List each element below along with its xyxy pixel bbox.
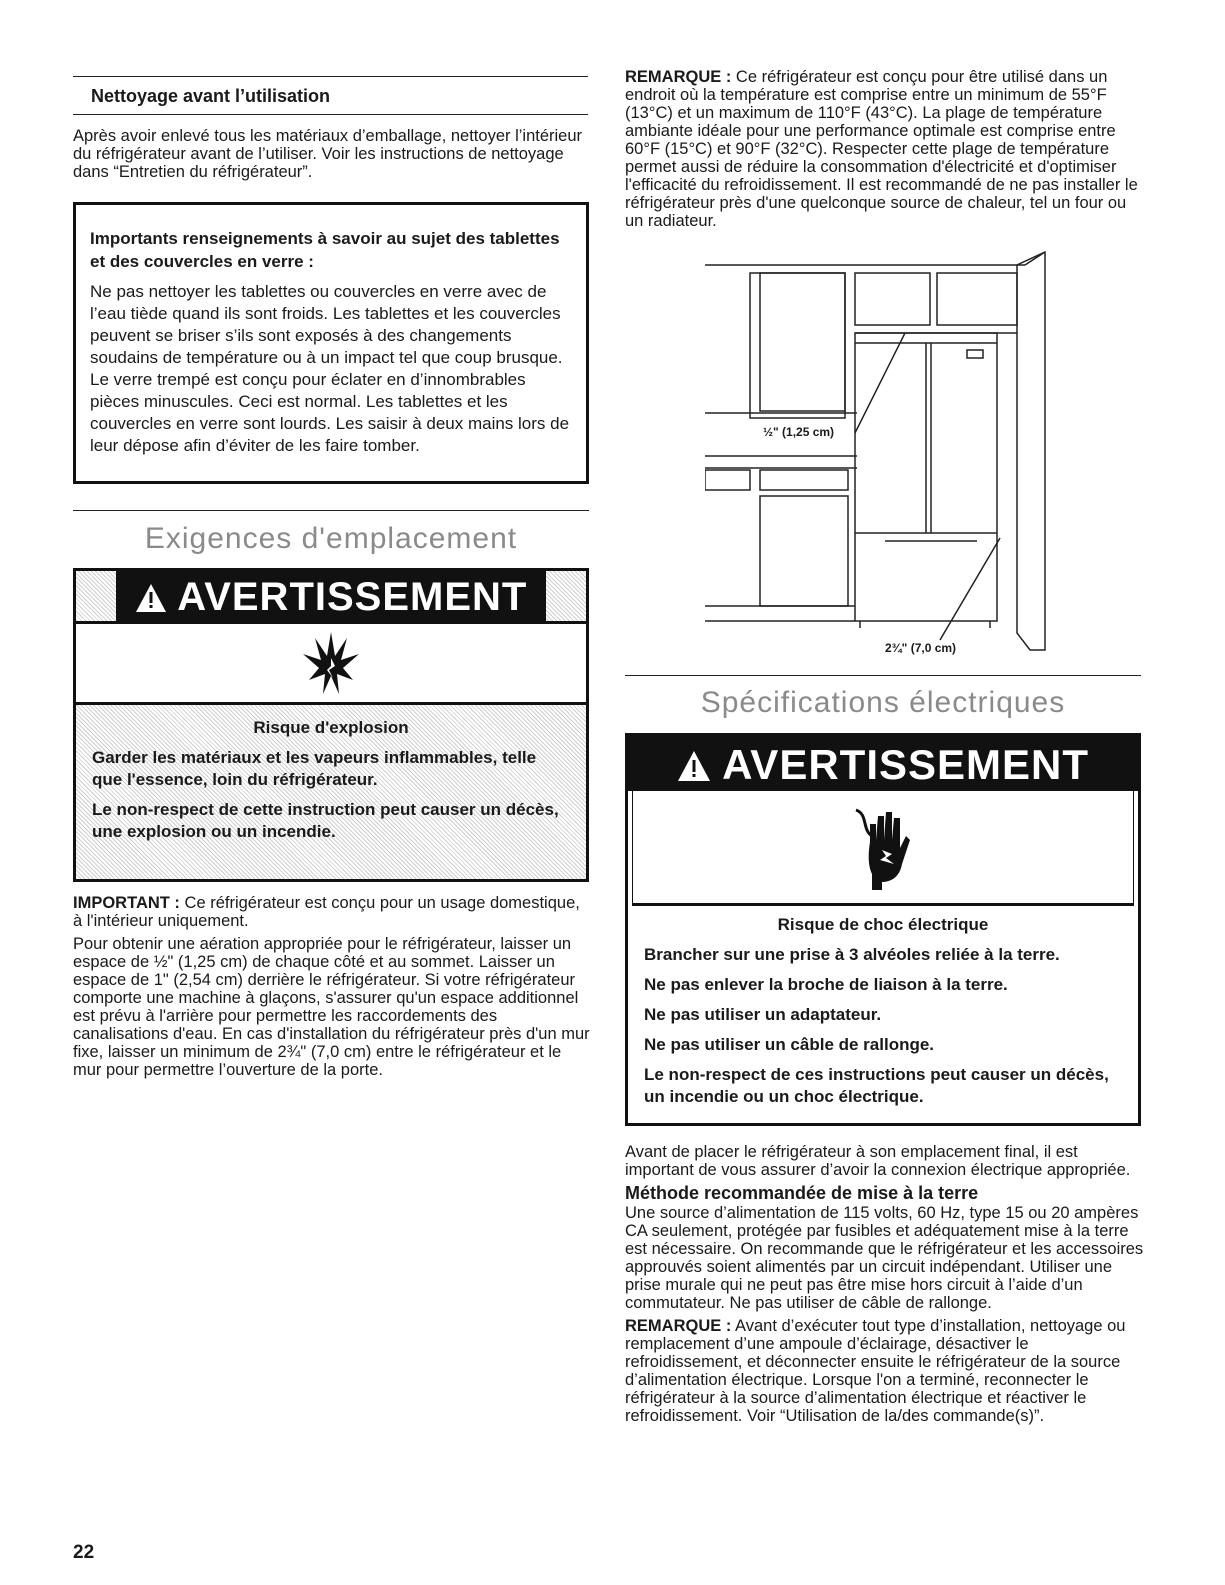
warning-header xyxy=(628,736,1138,791)
important-text: Ce réfrigérateur est conçu pour un usage domestique, à l'intérieur uniquement. xyxy=(73,894,580,930)
warning-hazard: Risque d'explosion xyxy=(253,718,409,737)
cleaning-text: Après avoir enlevé tous les matériaux d’emballage, nettoyer l’intérieur du réfrigérateur avant de l’utiliser. Voir les instructions de nettoyage dans “Entretien du réfrigérateur”. xyxy=(73,127,583,181)
note2-label: REMARQUE : xyxy=(625,1317,732,1335)
rule xyxy=(73,510,589,511)
note-label: REMARQUE : xyxy=(625,68,732,86)
diagram-label-top: ½" (1,25 cm) xyxy=(763,425,835,439)
warning-line: Garder les matériaux et les vapeurs inflammables, telle que l'essence, loin du réfrigérateur. xyxy=(92,748,537,789)
glass-info-text: Ne pas nettoyer les tablettes ou couvercles en verre avec de l’eau tiède quand ils sont froids. Les tablettes et les couvercles peuvent se briser s’ils sont exposés à des changements soudains de température ou à un impact tel que coup brusque. Le verre trempé est conçu pour éclater en d’innombrables pièces minuscules. Ceci est normal. Les tablettes et les couvercles en verre sont lourds. Les saisir à deux mains lors de leur dépose afin d’éviter de les faire tomber. xyxy=(90,282,570,455)
rule xyxy=(73,76,588,77)
warning-header-text: AVERTISSEMENT xyxy=(722,741,1090,788)
spacing-text: Pour obtenir une aération appropriée pour le réfrigérateur, laisser un espace de ½" (1,25 cm) de chaque côté et au sommet. Laisser un espace de 1" (2,54 cm) derrière le réfrigérateur. Si votre réfrigérateur comporte une machine à glaçons, s'assurer qu'un espace additionnel est prévu à l'arrière pour permettre les raccordements des canalisations d'eau. En cas d'installation du réfrigérateur près d'un mur fixe, laisser un minimum de 2¾" (7,0 cm) entre le réfrigérateur et le mur pour permettre l’ouverture de la porte. xyxy=(73,935,590,1079)
explosion-icon xyxy=(76,621,586,705)
rule xyxy=(73,114,588,115)
warning-box-explosion xyxy=(73,568,589,882)
before-text: Avant de placer le réfrigérateur à son emplacement final, il est important de vous assurer d’avoir la connexion électrique appropriée. xyxy=(625,1143,1131,1179)
warning-box-electric xyxy=(625,733,1141,1126)
warning-header-text: AVERTISSEMENT xyxy=(177,575,528,619)
warning-line: Le non-respect de ces instructions peut causer un décès, un incendie ou un choc électrique. xyxy=(644,1065,1109,1106)
note-text: Ce réfrigérateur est conçu pour être utilisé dans un endroit où la température est comprise entre un minimum de 55°F (13°C) et un maximum de 110°F (43°C). La plage de température ambiante idéale pour une performance optimale est comprise entre 60°F (15°C) et 90°F (32°C). Respecter cette plage de température permet aussi de réduire la consommation d'électricité et d'optimiser l'efficacité du refroidissement. Il est recommandé de ne pas installer le réfrigérateur près d'une quelconque source de chaleur, tel un four ou un radiateur. xyxy=(625,68,1138,230)
important-label: IMPORTANT : xyxy=(73,894,180,912)
section-title-electrical: Spécifications électriques xyxy=(700,686,1066,719)
cleaning-heading: Nettoyage avant l’utilisation xyxy=(91,86,331,106)
diagram-label-bottom: 2¾" (7,0 cm) xyxy=(885,641,957,655)
ground-text: Une source d’alimentation de 115 volts, 60 Hz, type 15 ou 20 ampères CA seulement, protégée par fusibles et adéquatement mise à la terre est nécessaire. On recommande que le réfrigérateur et les accessoires approuvés soient alimentés par un circuit indépendant. Utiliser une prise murale qui ne peut pas être mise hors circuit à l’aide d’un commutateur. Ne pas utiliser de câble de rallonge. xyxy=(625,1204,1144,1312)
warning-hazard: Risque de choc électrique xyxy=(777,915,989,934)
warning-line: Ne pas enlever la broche de liaison à la terre. xyxy=(644,975,1008,994)
note2-text: Avant d’exécuter tout type d’installation, nettoyage ou remplacement d’une ampoule d’éclairage, désactiver le refroidissement, et déconnecter ensuite le réfrigérateur de la source d’alimentation électrique. Lorsque l'on a terminé, reconnecter le réfrigérateur à la source d’alimentation électrique et réactiver le refroidissement. Voir “Utilisation de la/des commande(s)”. xyxy=(625,1317,1126,1425)
warning-line: Le non-respect de cette instruction peut causer un décès, une explosion ou un incendie. xyxy=(92,800,559,841)
page-number: 22 xyxy=(73,1542,95,1563)
installation-diagram xyxy=(705,248,1050,666)
temperature-note xyxy=(625,68,1145,230)
warning-triangle-icon xyxy=(677,741,722,788)
warning-line: Brancher sur une prise à 3 alvéoles reliée à la terre. xyxy=(644,945,1060,964)
ground-heading: Méthode recommandée de mise à la terre xyxy=(625,1183,979,1203)
warning-triangle-icon xyxy=(135,575,178,619)
warning-line: Ne pas utiliser un adaptateur. xyxy=(644,1005,882,1024)
electric-shock-icon xyxy=(632,791,1134,906)
important-paragraph xyxy=(73,894,593,1084)
warning-header xyxy=(116,571,546,621)
glass-info-title: Importants renseignements à savoir au sujet des tablettes et des couvercles en verre : xyxy=(90,229,560,271)
section-title-location: Exigences d'emplacement xyxy=(144,522,518,555)
rule xyxy=(625,675,1141,676)
electrical-text xyxy=(625,1143,1145,1430)
glass-info-box xyxy=(73,202,589,484)
warning-line: Ne pas utiliser un câble de rallonge. xyxy=(644,1035,935,1054)
